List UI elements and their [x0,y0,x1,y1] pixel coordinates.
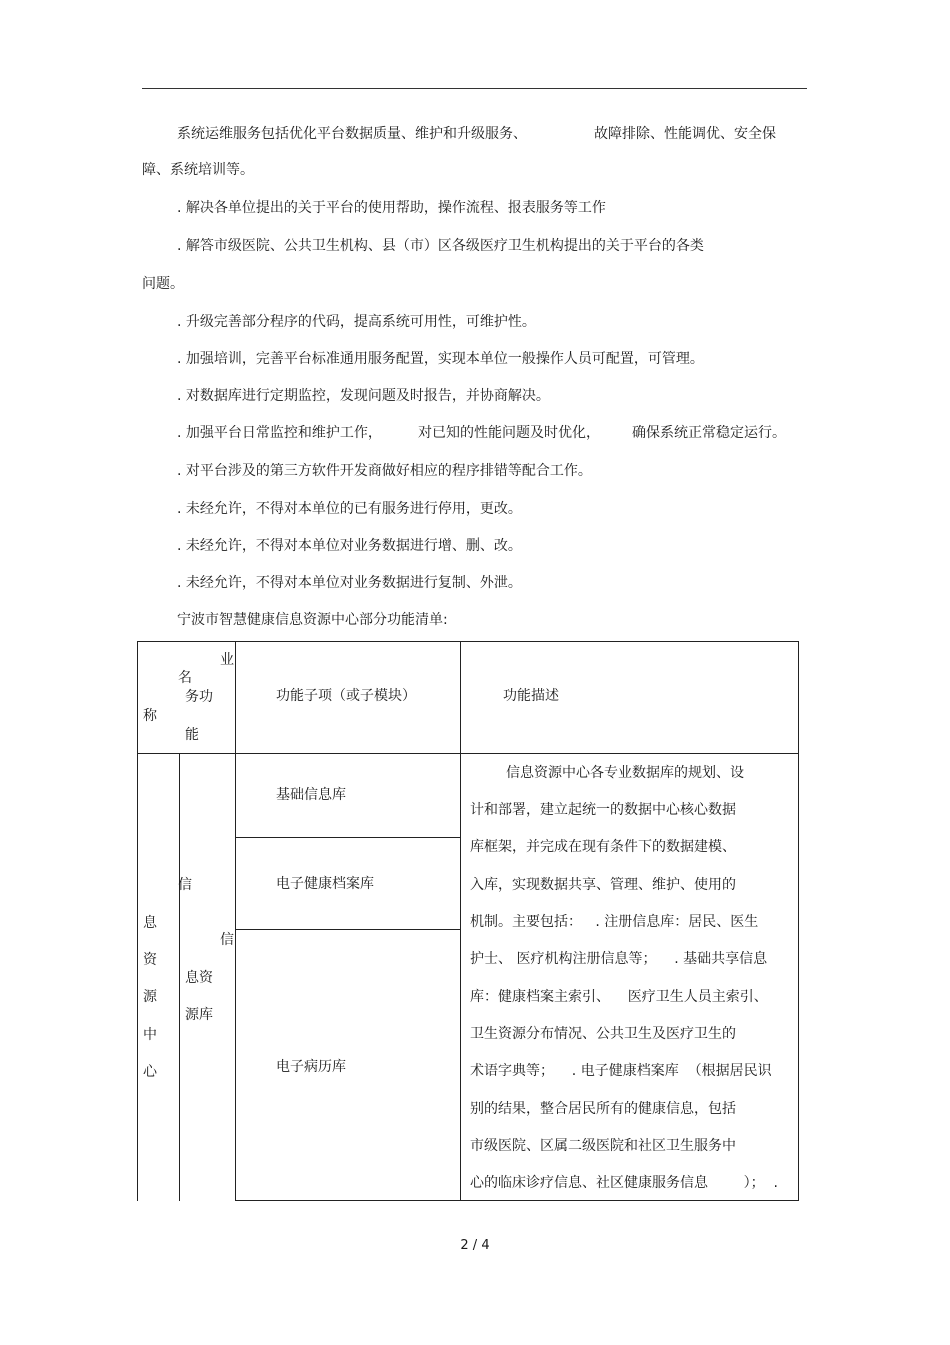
table-border [235,641,236,1201]
desc-line: 库框架，并完成在现有条件下的数据建模、 [470,839,736,855]
function-table [137,641,799,1201]
list-item: . 未经允许，不得对本单位对业务数据进行增、删、改。 [177,538,522,554]
list-item: . 加强培训，完善平台标准通用服务配置，实现本单位一般操作人员可配置，可管理。 [177,351,704,367]
list-item: . 解决各单位提出的关于平台的使用帮助，操作流程、报表服务等工作 [177,200,606,216]
list-item-cont: 问题。 [142,276,184,292]
table-border [235,1200,460,1201]
list-item: . 解答市级医院、公共卫生机构、县（市）区各级医疗卫生机构提出的关于平台的各类 [177,238,704,254]
paragraph-intro-line1: 系统运维服务包括优化平台数据质量、维护和升级服务、 [177,126,527,142]
header-col3: 功能子项（或子模块） [276,688,416,704]
table-border [460,641,461,1201]
header-col1: 称 [143,708,157,724]
list-item: . 对数据库进行定期监控，发现问题及时报告，并协商解决。 [177,388,550,404]
header-col4: 功能描述 [503,688,559,704]
desc-line: 术语字典等； . 电子健康档案库 （根据居民识 [470,1063,772,1079]
list-item-part: 对已知的性能问题及时优化， [418,425,600,441]
header-col2-top: 业 [220,652,234,668]
table-border [137,641,799,642]
row-col1-char: 源 [143,989,157,1005]
row-col2-b: 信 [220,932,234,948]
table-border [460,1200,799,1201]
paragraph-intro-line2: 障、系统培训等。 [142,162,254,178]
row-col2-a: 信 [178,877,192,893]
row-col2-c: 息资 [185,970,213,986]
sub-item: 基础信息库 [276,787,346,803]
paragraph-intro-line1-cont: 故障排除、性能调优、安全保 [594,126,776,142]
desc-line: 市级医院、区属二级医院和社区卫生服务中 [470,1138,736,1154]
row-col1-char: 息 [143,915,157,931]
list-item: . 升级完善部分程序的代码，提高系统可用性，可维护性。 [177,314,536,330]
table-border [235,837,460,838]
list-item: . 未经允许，不得对本单位对业务数据进行复制、外泄。 [177,575,522,591]
table-border [137,753,799,754]
desc-line: 卫生资源分布情况、公共卫生及医疗卫生的 [470,1026,736,1042]
list-item: . 未经允许，不得对本单位的已有服务进行停用，更改。 [177,501,522,517]
table-border [235,929,460,930]
row-col2-d: 源库 [185,1007,213,1023]
row-col1-char: 心 [143,1064,157,1080]
sub-item: 电子病历库 [276,1059,346,1075]
desc-line: 入库，实现数据共享、管理、维护、使用的 [470,877,736,893]
desc-line: 护士、 医疗机构注册信息等； . 基础共享信息 [470,951,768,967]
sub-item: 电子健康档案库 [276,876,374,892]
desc-line: 别的结果，整合居民所有的健康信息，包括 [470,1101,736,1117]
header-col2-b: 能 [185,727,199,743]
desc-line: 机制。主要包括： . 注册信息库：居民、医生 [470,914,759,930]
desc-line: 心的临床诊疗信息、社区健康服务信息 ）； . [470,1175,778,1191]
header-col2-top2: 名 [178,670,192,686]
table-border [798,641,799,1201]
header-rule [142,88,807,89]
row-col1-char: 资 [143,952,157,968]
table-title: 宁波市智慧健康信息资源中心部分功能清单: [177,612,448,628]
desc-line: 计和部署，建立起统一的数据中心核心数据 [470,802,736,818]
page-number: 2 / 4 [460,1238,490,1253]
list-item-part: 确保系统正常稳定运行。 [632,425,786,441]
row-col1-char: 中 [143,1027,157,1043]
list-item: . 加强平台日常监控和维护工作， [177,425,382,441]
table-border [137,641,138,1201]
table-border [179,753,180,1201]
list-item: . 对平台涉及的第三方软件开发商做好相应的程序排错等配合工作。 [177,463,592,479]
desc-line: 信息资源中心各专业数据库的规划、设 [506,765,744,781]
header-col2-a: 务功 [185,689,213,705]
desc-line: 库：健康档案主索引、 医疗卫生人员主索引、 [470,989,768,1005]
